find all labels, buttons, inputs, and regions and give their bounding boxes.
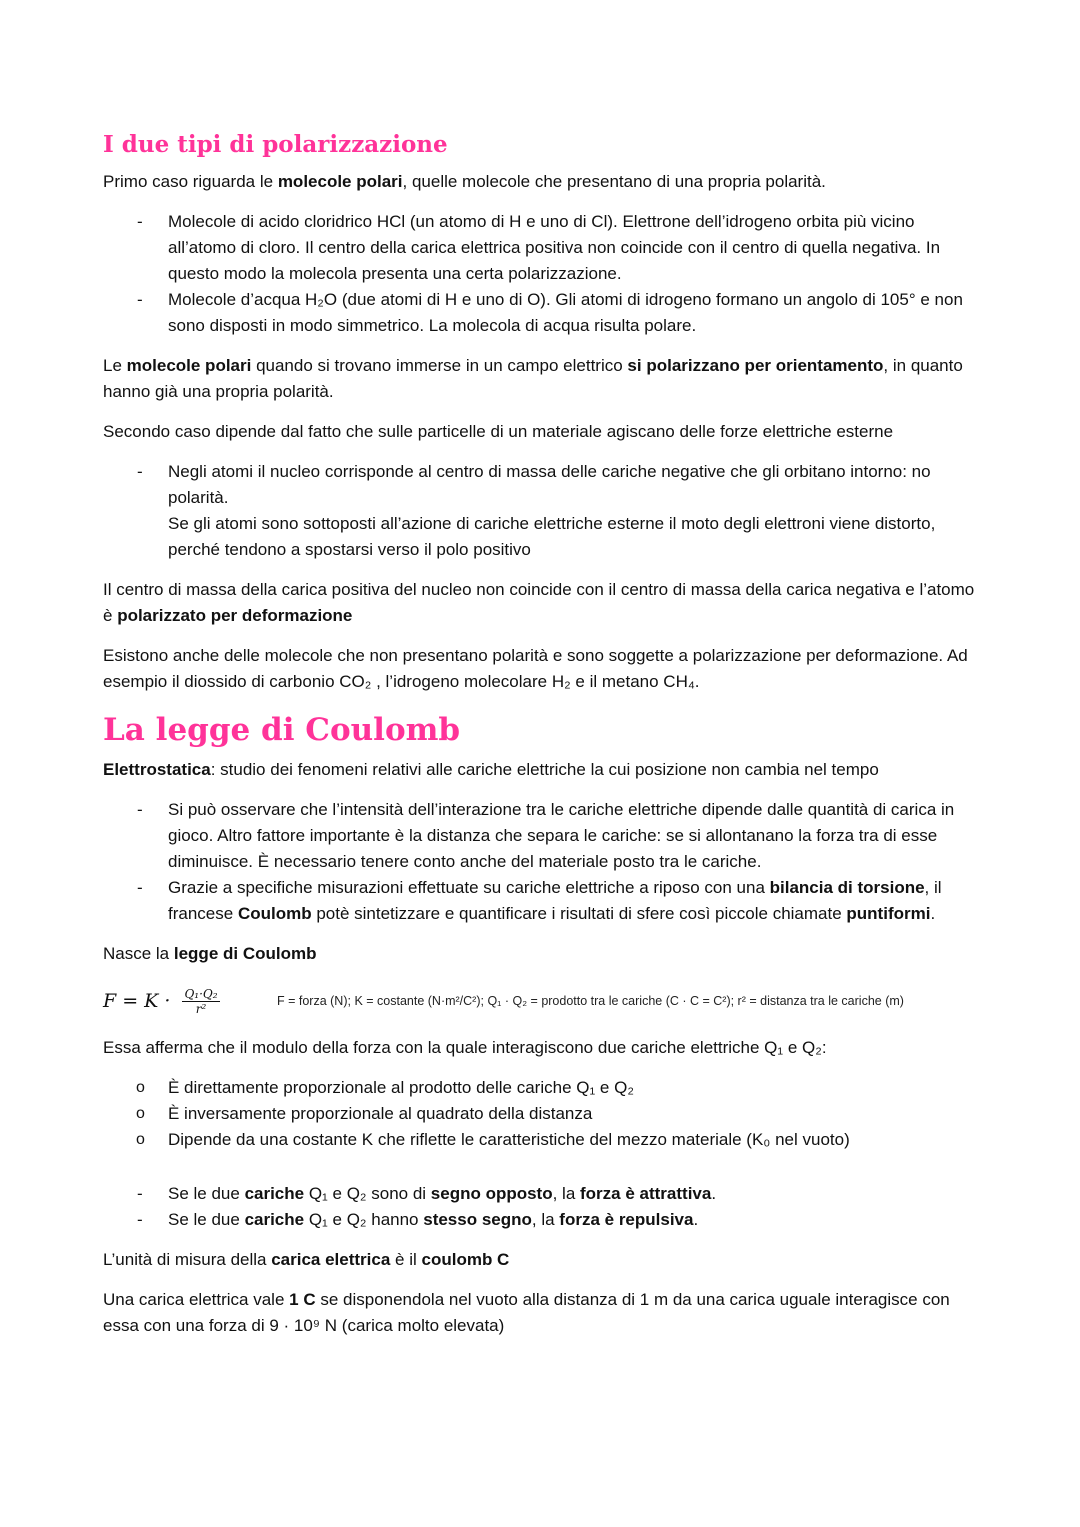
list-item: - Molecole d’acqua H₂O (due atomi di H e uno di O). Gli atomi di idrogeno formano un angolo di 105° e non sono disposti in modo simmetrico. La molecola di acqua risulta polare. [103,287,980,339]
paragraph: L’unità di misura della carica elettrica è il coulomb C [103,1250,510,1269]
paragraph: Elettrostatica: studio dei fenomeni relativi alle cariche elettriche la cui posizione non cambia nel tempo [103,760,879,779]
list-item: - Negli atomi il nucleo corrisponde al centro di massa delle cariche negative che gli orbitano intorno: no polarità. Se gli atomi sono sottoposti all’azione di cariche elettriche esterne il moto degli elettroni viene distorto, perché tendono a spostarsi verso il polo positivo [103,459,980,563]
section-title-coulomb-law: La legge di Coulomb [103,712,461,748]
bullet-list [103,797,980,927]
section-title-polarization: I due tipi di polarizzazione [103,131,448,158]
list-item: o È direttamente proporzionale al prodotto delle cariche Q₁ e Q₂ [103,1075,980,1101]
coulomb-formula [103,981,980,1021]
paragraph: Una carica elettrica vale 1 C se disponendola nel vuoto alla distanza di 1 m da una carica uguale interagisce con essa con una forza di 9 · 10⁹ N (carica molto elevata) [103,1290,950,1335]
list-item: - Grazie a specifiche misurazioni effettuate su cariche elettriche a riposo con una bilancia di torsione, il francese Coulomb potè sintetizzare e quantificare i risultati di sfere così piccole chiamate puntiformi. [103,875,980,927]
formula-legend: F = forza (N); K = costante (N·m²/C²); Q₁ · Q₂ = prodotto tra le cariche (C · C = C²); r² = distanza tra le cariche (m) [277,994,904,1008]
formula-fraction: $\frac{\text{Q₁·Q₂}}{\text{r²}}$ [184,986,218,1016]
list-item: - Se le due cariche Q₁ e Q₂ sono di segno opposto, la forza è attrattiva. [103,1181,980,1207]
bullet-list [103,209,980,339]
paragraph: Nasce la legge di Coulomb [103,944,317,963]
list-item: o È inversamente proporzionale al quadrato della distanza [103,1101,980,1127]
list-item: - Molecole di acido cloridrico HCl (un atomo di H e uno di Cl). Elettrone dell’idrogeno orbita più vicino all’atomo di cloro. Il centro della carica elettrica positiva non coincide con il centro di quella negativa. In questo modo la molecola presenta una certa polarizzazione. [103,209,980,287]
list-item: - Se le due cariche Q₁ e Q₂ hanno stesso segno, la forza è repulsiva. [103,1207,980,1233]
paragraph: Le molecole polari quando si trovano immerse in un campo elettrico si polarizzano per orientamento, in quanto hanno già una propria polarità. [103,356,963,401]
paragraph: Esistono anche delle molecole che non presentano polarità e sono soggette a polarizzazione per deformazione. Ad esempio il diossido di carbonio CO₂ , l’idrogeno molecolare H₂ e il metano CH₄. [103,646,968,691]
paragraph: Primo caso riguarda le molecole polari, quelle molecole che presentano di una propria polarità. [103,172,826,191]
list-item: - Si può osservare che l’intensità dell’interazione tra le cariche elettriche dipende dalle quantità di carica in gioco. Altro fattore importante è la distanza che separa le cariche: se si allontanano la forza tra di esse diminuisce. È necessario tenere conto anche del materiale posto tra le cariche. [103,797,980,875]
bullet-list [103,1181,980,1233]
bullet-list [103,459,980,563]
paragraph: Essa afferma che il modulo della forza con la quale interagiscono due cariche elettriche Q₁ e Q₂: [103,1038,827,1057]
list-item: o Dipende da una costante K che riflette le caratteristiche del mezzo materiale (K₀ nel vuoto) [103,1127,980,1153]
paragraph: Secondo caso dipende dal fatto che sulle particelle di un materiale agiscano delle forze elettriche esterne [103,422,894,441]
circle-bullet-list [103,1075,980,1153]
formula-expression: F = K · $\frac{\text{Q₁·Q₂}}{\text{r²}}$ [103,986,218,1016]
paragraph: Il centro di massa della carica positiva del nucleo non coincide con il centro di massa della carica negativa e l’atomo è polarizzato per deformazione [103,580,975,625]
